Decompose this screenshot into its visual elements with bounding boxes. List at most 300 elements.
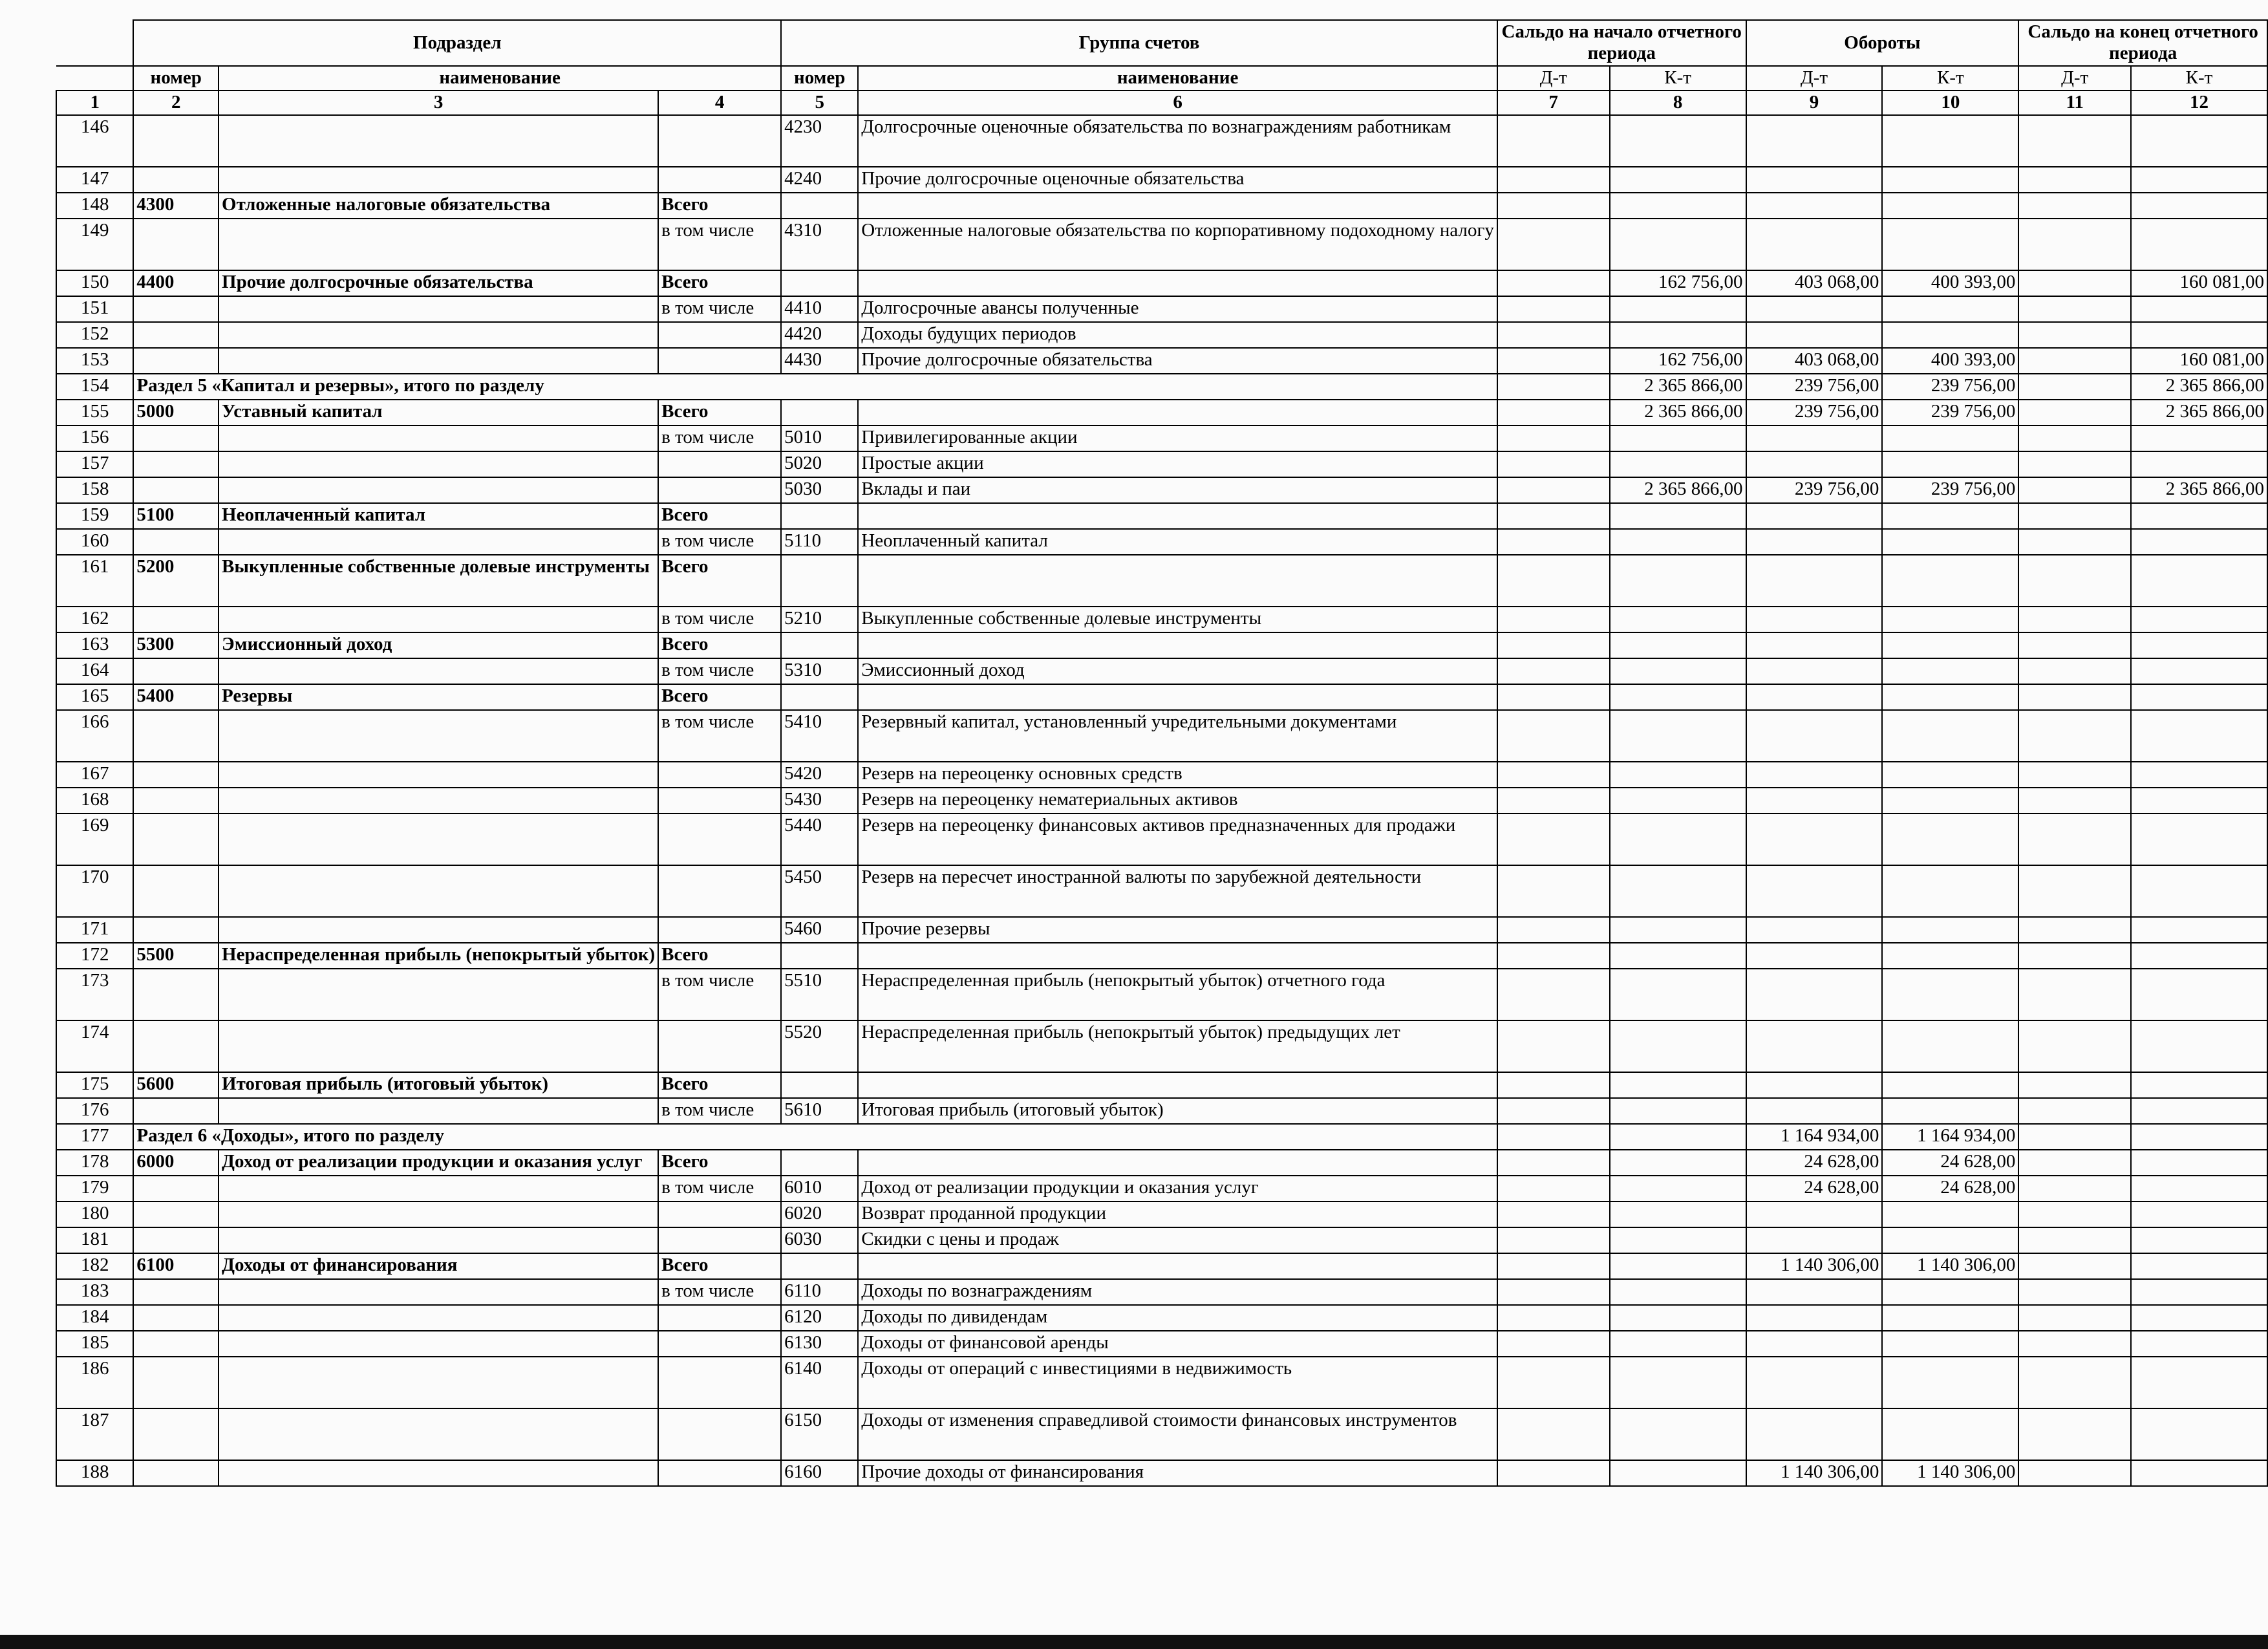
saldo-start-credit <box>1610 1098 1746 1124</box>
account-number <box>781 400 858 426</box>
row-number: 185 <box>56 1331 133 1357</box>
turnover-credit <box>1882 632 2018 658</box>
row-type <box>658 451 781 477</box>
saldo-start-debit <box>1497 1098 1610 1124</box>
saldo-start-debit <box>1497 477 1610 503</box>
account-number: 5440 <box>781 814 858 865</box>
account-name: Вклады и паи <box>858 477 1497 503</box>
table-row <box>56 219 2267 270</box>
saldo-start-credit <box>1610 684 1746 710</box>
table-row <box>56 607 2267 632</box>
row-type <box>658 865 781 917</box>
turnover-credit <box>1882 451 2018 477</box>
subsection-name <box>219 710 658 762</box>
account-number: 5030 <box>781 477 858 503</box>
saldo-end-debit <box>2018 658 2131 684</box>
account-name: Доходы по вознаграждениям <box>858 1279 1497 1305</box>
table-row <box>56 632 2267 658</box>
turnover-debit <box>1746 451 1883 477</box>
saldo-start-debit <box>1497 1020 1610 1072</box>
saldo-end-debit <box>2018 322 2131 348</box>
saldo-end-credit <box>2131 607 2267 632</box>
subsection-number: 5400 <box>133 684 219 710</box>
account-number: 4230 <box>781 115 858 167</box>
turnover-credit <box>1882 219 2018 270</box>
saldo-start-debit <box>1497 374 1610 400</box>
account-number: 5310 <box>781 658 858 684</box>
saldo-end-credit <box>2131 658 2267 684</box>
turnover-debit <box>1746 167 1883 193</box>
saldo-end-debit <box>2018 684 2131 710</box>
turnover-debit <box>1746 219 1883 270</box>
row-number: 188 <box>56 1460 133 1486</box>
subsection-name <box>219 917 658 943</box>
col-index: 7 <box>1497 91 1610 115</box>
account-name: Привилегированные акции <box>858 426 1497 451</box>
turnover-debit <box>1746 1279 1883 1305</box>
col-index: 3 <box>219 91 658 115</box>
turnover-credit <box>1882 322 2018 348</box>
turnover-credit <box>1882 607 2018 632</box>
saldo-end-credit: 160 081,00 <box>2131 270 2267 296</box>
row-type <box>658 1331 781 1357</box>
saldo-start-debit <box>1497 943 1610 969</box>
subsection-number: 5500 <box>133 943 219 969</box>
saldo-start-credit <box>1610 814 1746 865</box>
turnover-debit <box>1746 1408 1883 1460</box>
account-number: 4430 <box>781 348 858 374</box>
row-number: 171 <box>56 917 133 943</box>
turnover-credit <box>1882 503 2018 529</box>
saldo-end-credit <box>2131 1279 2267 1305</box>
table-row <box>56 529 2267 555</box>
saldo-start-debit <box>1497 762 1610 788</box>
saldo-end-debit <box>2018 1408 2131 1460</box>
turnover-credit <box>1882 865 2018 917</box>
subsection-name <box>219 814 658 865</box>
table-row <box>56 917 2267 943</box>
turnover-credit <box>1882 1020 2018 1072</box>
subsection-number <box>133 814 219 865</box>
account-name: Долгосрочные авансы полученные <box>858 296 1497 322</box>
row-type <box>658 814 781 865</box>
saldo-end-credit <box>2131 1357 2267 1408</box>
subsection-name <box>219 865 658 917</box>
turnover-debit <box>1746 788 1883 814</box>
turnover-debit: 1 164 934,00 <box>1746 1124 1883 1150</box>
saldo-end-debit <box>2018 632 2131 658</box>
header-podrazdel: Подраздел <box>133 20 781 66</box>
table-row <box>56 710 2267 762</box>
saldo-end-credit <box>2131 322 2267 348</box>
subsection-number <box>133 762 219 788</box>
subsection-name: Уставный капитал <box>219 400 658 426</box>
subsection-number: 5100 <box>133 503 219 529</box>
saldo-end-credit <box>2131 1176 2267 1202</box>
turnover-credit <box>1882 814 2018 865</box>
turnover-debit <box>1746 1305 1883 1331</box>
section-total-row <box>56 374 2267 400</box>
saldo-end-credit <box>2131 1124 2267 1150</box>
turnover-debit <box>1746 115 1883 167</box>
subsection-name <box>219 529 658 555</box>
subsection-number <box>133 917 219 943</box>
subsection-name <box>219 1098 658 1124</box>
col-index: 11 <box>2018 91 2131 115</box>
subsection-name <box>219 658 658 684</box>
turnover-debit: 1 140 306,00 <box>1746 1460 1883 1486</box>
row-number: 178 <box>56 1150 133 1176</box>
table-row <box>56 943 2267 969</box>
subsection-number: 5300 <box>133 632 219 658</box>
saldo-start-debit <box>1497 115 1610 167</box>
subsection-number <box>133 426 219 451</box>
saldo-end-debit <box>2018 400 2131 426</box>
col-index: 4 <box>658 91 781 115</box>
turnover-debit <box>1746 322 1883 348</box>
saldo-end-debit <box>2018 296 2131 322</box>
subsection-name <box>219 1357 658 1408</box>
saldo-start-credit <box>1610 1305 1746 1331</box>
turnover-credit: 239 756,00 <box>1882 477 2018 503</box>
subsection-name <box>219 1202 658 1227</box>
account-name <box>858 193 1497 219</box>
account-name <box>858 1072 1497 1098</box>
saldo-end-debit <box>2018 969 2131 1020</box>
saldo-start-debit <box>1497 296 1610 322</box>
row-type: Всего <box>658 632 781 658</box>
turnover-debit: 24 628,00 <box>1746 1176 1883 1202</box>
account-name <box>858 684 1497 710</box>
account-number: 5020 <box>781 451 858 477</box>
saldo-start-credit <box>1610 1176 1746 1202</box>
account-number <box>781 684 858 710</box>
saldo-start-credit <box>1610 969 1746 1020</box>
saldo-start-credit <box>1610 426 1746 451</box>
row-type <box>658 1460 781 1486</box>
saldo-start-credit <box>1610 1150 1746 1176</box>
saldo-start-credit <box>1610 1072 1746 1098</box>
account-name: Резерв на переоценку основных средств <box>858 762 1497 788</box>
turnover-debit <box>1746 1227 1883 1253</box>
row-number: 153 <box>56 348 133 374</box>
account-name: Резервный капитал, установленный учредительными документами <box>858 710 1497 762</box>
row-type: Всего <box>658 555 781 607</box>
turnover-debit <box>1746 296 1883 322</box>
turnover-debit: 403 068,00 <box>1746 348 1883 374</box>
subsection-number <box>133 1202 219 1227</box>
turnover-credit <box>1882 684 2018 710</box>
row-type: Всего <box>658 193 781 219</box>
turnover-debit <box>1746 762 1883 788</box>
saldo-start-credit <box>1610 451 1746 477</box>
subsection-number: 6000 <box>133 1150 219 1176</box>
subsection-name <box>219 296 658 322</box>
turnover-credit <box>1882 1331 2018 1357</box>
saldo-start-credit: 2 365 866,00 <box>1610 400 1746 426</box>
table-row <box>56 1305 2267 1331</box>
account-name: Долгосрочные оценочные обязательства по вознаграждениям работникам <box>858 115 1497 167</box>
row-number: 174 <box>56 1020 133 1072</box>
row-number: 146 <box>56 115 133 167</box>
account-name: Доход от реализации продукции и оказания услуг <box>858 1176 1497 1202</box>
subsection-name <box>219 451 658 477</box>
account-number: 5460 <box>781 917 858 943</box>
table-row <box>56 684 2267 710</box>
saldo-end-credit <box>2131 943 2267 969</box>
turnover-debit <box>1746 193 1883 219</box>
account-number: 6010 <box>781 1176 858 1202</box>
table-row <box>56 762 2267 788</box>
account-name: Эмиссионный доход <box>858 658 1497 684</box>
saldo-end-debit <box>2018 167 2131 193</box>
saldo-start-debit <box>1497 917 1610 943</box>
account-number: 6160 <box>781 1460 858 1486</box>
row-type: в том числе <box>658 969 781 1020</box>
saldo-start-debit <box>1497 865 1610 917</box>
saldo-start-debit <box>1497 219 1610 270</box>
saldo-start-debit <box>1497 710 1610 762</box>
saldo-start-debit <box>1497 658 1610 684</box>
row-type: в том числе <box>658 607 781 632</box>
subsection-number <box>133 1460 219 1486</box>
row-type <box>658 1357 781 1408</box>
saldo-end-credit <box>2131 1072 2267 1098</box>
row-type: Всего <box>658 1253 781 1279</box>
account-number: 4240 <box>781 167 858 193</box>
row-type: в том числе <box>658 710 781 762</box>
account-number: 5510 <box>781 969 858 1020</box>
saldo-end-debit <box>2018 219 2131 270</box>
turnover-debit <box>1746 1331 1883 1357</box>
account-name: Доходы от операций с инвестициями в недвижимость <box>858 1357 1497 1408</box>
account-number: 6120 <box>781 1305 858 1331</box>
subsection-number <box>133 658 219 684</box>
section-total-row <box>56 1124 2267 1150</box>
row-number: 161 <box>56 555 133 607</box>
account-number: 5210 <box>781 607 858 632</box>
subsection-name <box>219 115 658 167</box>
saldo-end-debit <box>2018 1253 2131 1279</box>
table-row <box>56 1176 2267 1202</box>
saldo-start-credit <box>1610 788 1746 814</box>
row-number: 183 <box>56 1279 133 1305</box>
account-name <box>858 503 1497 529</box>
saldo-start-debit <box>1497 451 1610 477</box>
turnover-credit <box>1882 296 2018 322</box>
saldo-start-debit <box>1497 426 1610 451</box>
subsection-name <box>219 1020 658 1072</box>
subsection-name: Нераспределенная прибыль (непокрытый убыток) <box>219 943 658 969</box>
subsection-name: Итоговая прибыль (итоговый убыток) <box>219 1072 658 1098</box>
account-name: Прочие долгосрочные оценочные обязательства <box>858 167 1497 193</box>
subsection-name: Доходы от финансирования <box>219 1253 658 1279</box>
account-number: 5110 <box>781 529 858 555</box>
subsection-name <box>219 1176 658 1202</box>
saldo-end-credit <box>2131 1305 2267 1331</box>
subsection-number: 4400 <box>133 270 219 296</box>
row-type: Всего <box>658 503 781 529</box>
row-number: 154 <box>56 374 133 400</box>
saldo-start-debit <box>1497 788 1610 814</box>
saldo-start-credit <box>1610 1253 1746 1279</box>
subsection-name <box>219 322 658 348</box>
saldo-end-debit <box>2018 529 2131 555</box>
saldo-start-credit <box>1610 115 1746 167</box>
turnover-debit <box>1746 632 1883 658</box>
table-row <box>56 1072 2267 1098</box>
account-name: Резерв на переоценку нематериальных активов <box>858 788 1497 814</box>
row-number: 148 <box>56 193 133 219</box>
saldo-start-debit <box>1497 348 1610 374</box>
subsection-name <box>219 426 658 451</box>
header-naimenovanie: наименование <box>219 66 781 91</box>
saldo-end-debit <box>2018 1460 2131 1486</box>
row-number: 169 <box>56 814 133 865</box>
table-row <box>56 167 2267 193</box>
subsection-name <box>219 219 658 270</box>
account-name: Возврат проданной продукции <box>858 1202 1497 1227</box>
saldo-start-credit <box>1610 555 1746 607</box>
header-nomer: номер <box>133 66 219 91</box>
subsection-number <box>133 115 219 167</box>
header-oboroty: Обороты <box>1746 20 2019 66</box>
subsection-number <box>133 1279 219 1305</box>
saldo-end-credit <box>2131 814 2267 865</box>
row-number: 151 <box>56 296 133 322</box>
saldo-start-credit <box>1610 865 1746 917</box>
subsection-number <box>133 788 219 814</box>
saldo-end-credit <box>2131 555 2267 607</box>
saldo-start-debit <box>1497 632 1610 658</box>
header-dt-start: Д-т <box>1497 66 1610 91</box>
subsection-number <box>133 348 219 374</box>
turnover-debit <box>1746 1098 1883 1124</box>
saldo-end-credit <box>2131 1331 2267 1357</box>
account-number <box>781 632 858 658</box>
subsection-number <box>133 219 219 270</box>
col-index: 1 <box>56 91 133 115</box>
saldo-end-debit <box>2018 1357 2131 1408</box>
ledger-body <box>56 115 2267 1486</box>
saldo-start-credit <box>1610 917 1746 943</box>
turnover-credit <box>1882 710 2018 762</box>
row-number: 157 <box>56 451 133 477</box>
col-index: 12 <box>2131 91 2267 115</box>
saldo-start-credit <box>1610 607 1746 632</box>
subsection-number <box>133 865 219 917</box>
saldo-end-credit <box>2131 710 2267 762</box>
saldo-start-debit <box>1497 400 1610 426</box>
saldo-end-debit <box>2018 1305 2131 1331</box>
account-name <box>858 555 1497 607</box>
row-number: 165 <box>56 684 133 710</box>
turnover-debit <box>1746 1020 1883 1072</box>
table-row <box>56 296 2267 322</box>
saldo-end-debit <box>2018 193 2131 219</box>
account-number: 6030 <box>781 1227 858 1253</box>
saldo-start-debit <box>1497 1150 1610 1176</box>
row-type <box>658 1020 781 1072</box>
saldo-start-debit <box>1497 1460 1610 1486</box>
turnover-credit <box>1882 555 2018 607</box>
saldo-end-credit <box>2131 1460 2267 1486</box>
subsection-number <box>133 969 219 1020</box>
saldo-end-credit <box>2131 969 2267 1020</box>
saldo-end-credit <box>2131 684 2267 710</box>
turnover-debit <box>1746 555 1883 607</box>
row-type <box>658 477 781 503</box>
table-row <box>56 426 2267 451</box>
saldo-end-credit <box>2131 1020 2267 1072</box>
subsection-name: Резервы <box>219 684 658 710</box>
saldo-start-credit <box>1610 193 1746 219</box>
turnover-debit: 1 140 306,00 <box>1746 1253 1883 1279</box>
saldo-start-credit <box>1610 1227 1746 1253</box>
saldo-end-credit <box>2131 1098 2267 1124</box>
row-number: 186 <box>56 1357 133 1408</box>
saldo-start-credit <box>1610 1020 1746 1072</box>
account-number: 4410 <box>781 296 858 322</box>
subsection-name <box>219 1331 658 1357</box>
turnover-debit <box>1746 917 1883 943</box>
header-naimenovanie-2: наименование <box>858 66 1497 91</box>
header-gruppa: Группа счетов <box>781 20 1497 66</box>
subsection-name: Отложенные налоговые обязательства <box>219 193 658 219</box>
subsection-name <box>219 969 658 1020</box>
saldo-start-credit <box>1610 1357 1746 1408</box>
saldo-start-credit <box>1610 167 1746 193</box>
row-number: 149 <box>56 219 133 270</box>
account-number <box>781 555 858 607</box>
account-name: Нераспределенная прибыль (непокрытый убыток) предыдущих лет <box>858 1020 1497 1072</box>
turnover-debit <box>1746 503 1883 529</box>
saldo-end-credit <box>2131 788 2267 814</box>
account-name: Неоплаченный капитал <box>858 529 1497 555</box>
saldo-end-debit <box>2018 1279 2131 1305</box>
account-name: Доходы от финансовой аренды <box>858 1331 1497 1357</box>
turnover-credit <box>1882 1357 2018 1408</box>
row-type <box>658 1227 781 1253</box>
subsection-name: Эмиссионный доход <box>219 632 658 658</box>
saldo-start-debit <box>1497 814 1610 865</box>
account-number: 5430 <box>781 788 858 814</box>
row-number: 159 <box>56 503 133 529</box>
subsection-number <box>133 1098 219 1124</box>
saldo-start-credit <box>1610 1460 1746 1486</box>
turnover-credit: 1 140 306,00 <box>1882 1460 2018 1486</box>
account-name <box>858 632 1497 658</box>
saldo-end-credit <box>2131 451 2267 477</box>
subsection-name <box>219 788 658 814</box>
saldo-start-credit <box>1610 658 1746 684</box>
header-spacer-2 <box>56 66 133 91</box>
saldo-start-debit <box>1497 684 1610 710</box>
saldo-end-debit <box>2018 374 2131 400</box>
row-number: 180 <box>56 1202 133 1227</box>
account-number: 6140 <box>781 1357 858 1408</box>
account-number <box>781 503 858 529</box>
turnover-debit <box>1746 1357 1883 1408</box>
saldo-start-credit <box>1610 1124 1746 1150</box>
turnover-credit <box>1882 167 2018 193</box>
account-number: 5610 <box>781 1098 858 1124</box>
saldo-end-credit <box>2131 219 2267 270</box>
saldo-start-credit <box>1610 296 1746 322</box>
header-dt-turn: Д-т <box>1746 66 1883 91</box>
row-number: 152 <box>56 322 133 348</box>
saldo-end-credit <box>2131 529 2267 555</box>
